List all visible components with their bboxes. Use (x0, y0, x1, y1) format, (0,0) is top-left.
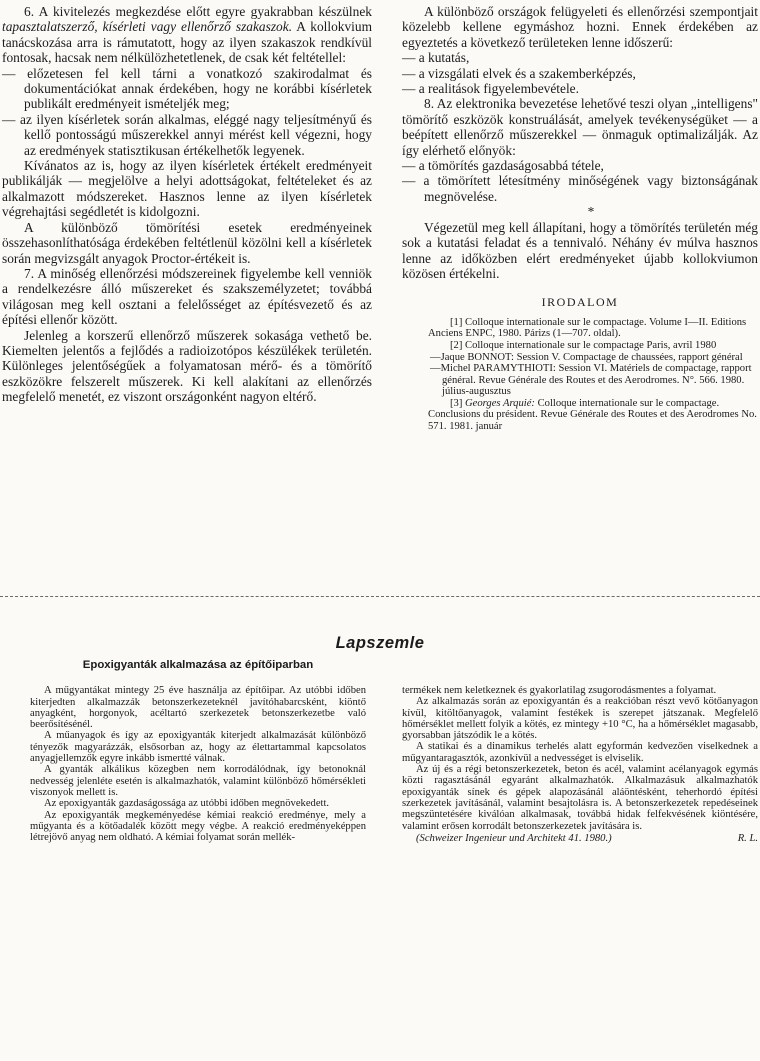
review-right-column (402, 685, 758, 844)
paragraph-8: 8. Az elektronika bevezetése lehetővé teszi olyan „intelligens" tömörítő eszközök konstruálását, amelyek tevékenységüket — a beépített ellenőrző műszerekkel — önmaguk optimalizálják. Az így elérhető előnyök: (402, 96, 758, 158)
section-divider (0, 596, 760, 597)
paragraph: Az epoxigyanták gazdaságossága az utóbbi időben megnövekedett. (44, 798, 330, 810)
dash-item: — az ilyen kísérletek során alkalmas, eléggé nagy teljesítményű és kellő pontosságú műszerekkel annyi mérést kell végezni, hogy az eredmények statisztikusan értékelhetők legyenek. (2, 111, 372, 158)
reference-item: [3] Georges Arquié: Colloque internationale sur le compactage. Conclusions du président. Revue Générale des Routes et des Aerodromes No. 571. 1981. január (428, 397, 757, 433)
paragraph: Az epoxigyanták megkeményedése kémiai reakció eredménye, mely a műgyanta és a kötőadalék között megy végbe. A reakció eredményeképpen létrejövő anyag nem oldható. A kémiai folyamat során mellék- (30, 809, 366, 844)
paragraph: A különböző tömörítési esetek eredményeinek összehasonlíthatósága érdekében feltétlenül közölni kell a kísérletek során megvizsgált anyagok Proctor-értékeit is. (2, 219, 372, 266)
paragraph: termékek nem keletkeznek és gyakorlatilag zsugorodásmentes a folyamat. (402, 685, 717, 696)
source-citation: (Schweizer Ingenieur und Architekt 41. 1980.) (416, 832, 612, 844)
author-initials: R. L. (737, 832, 758, 844)
paragraph: A műanyagok és így az epoxigyanták kiterjedt alkalmazását különböző tényezők magyarázzák, elsősorban az, hogy az élettartammal kapcsolatos anyagjellemzők egyre inkább ismertté válnak. (30, 730, 366, 765)
reference-subitem: —Michel PARAMYTHIOTI: Session VI. Matériels de compactage, rapport général. Revue Générale des Routes et des Aerodromes. N°. 566. 1980. július-augusztus (430, 363, 752, 398)
paragraph-7: 7. A minőség ellenőrzési módszereinek figyelembe kell venniök a rendelkezésre álló műszereket és szakszemélyzetet; továbbá világosan meg kell osztani a felelősséget az építésvezető és az építési ellenőr között. (2, 265, 372, 328)
dash-item: — előzetesen fel kell tárni a vonatkozó szakirodalmat és dokumentációkat annak érdekében, hogy ne korábbi kísérletek publikált eredményeit ismételjék meg; (2, 65, 372, 112)
reference-item: [1] Colloque internationale sur le compactage. Volume I—II. Editions Anciens ENPC, 1980. Párizs (1—707. oldal). (428, 316, 747, 340)
dash-item: — a tömörítés gazdaságosabbá tétele, (402, 158, 604, 174)
paragraph-6: 6. A kivitelezés megkezdése előtt egyre gyakrabban készülnek tapasztalatszerző, kísérleti vagy ellenőrző szakaszok. A kollokvium tanácskozása arra is rámutatott, hogy az ilyen szakaszok rendkívül fontosak, hacsak nem nélkülözhetetlenek, de csak két feltétellel: (2, 4, 372, 66)
section-separator-star: * (587, 204, 595, 220)
reference-text: [2] Colloque internationale sur le compactage Paris, avril 1980 (450, 339, 717, 351)
reference-subitem: —Jaque BONNOT: Session V. Compactage de chaussées, rapport général (430, 351, 743, 363)
references-heading: IRODALOM (541, 295, 619, 310)
dash-item: — a kutatás, (402, 50, 470, 66)
section-title: Lapszemle (335, 634, 425, 652)
closing-paragraph: Végezetül meg kell állapítani, hogy a tömörítés területén még sok a kutatási feladat és a tennivaló. Néhány év múlva hasznos lenne az időközben elért eredményeket újabb kollokviumon közösen értékelni. (402, 219, 758, 281)
dash-item: — a vizsgálati elvek és a szakemberképzés, (402, 65, 636, 81)
references-list (402, 317, 758, 433)
paragraph: Jelenleg a korszerű ellenőrző műszerek sokasága vethető be. Kiemelten jelentős a fejlődés a radioizotópos készülékek területén. Különleges jelentőségűek a folyamatosan mérő- és a tömörítő eszközökre felszerelt műszerek. Ki kell alakítani az ellenőrzés megfelelő menetét, ez viszont országonként nagyon eltérő. (2, 327, 372, 405)
left-text-column (2, 4, 372, 405)
paragraph: Az új és a régi betonszerkezetek, beton és acél, valamint acélanyagok egymás közti ragasztásánál egyaránt alkalmazhatók. Alkalmazásuk alkalmazhatók epoxigyanták sínek és gépek alapozásánál aláöntésként, teherhordó építési szerkezetek javításánál, valamint besajtolásra is. A betonszerkezetek repedéseinek megszüntetésére kiválóan alkalmasak, továbbá hidak felfekvésének kiöntésére, valamint erősen korrodált betonszerkezetek javítására is. (402, 764, 758, 832)
dash-item: — a tömörített létesítmény minőségének vagy biztonságának megnövelése. (402, 173, 758, 204)
paragraph: Kívánatos az is, hogy az ilyen kísérletek értékelt eredményeit publikálják — megjelölve a helyi adottságokat, feltételeket és az alkalmazott módszereket. Hasznos lenne az ilyen kísérletek végrehajtási segédletét is kidolgozni. (2, 158, 372, 220)
dash-item: — a realitások figyelembevétele. (402, 81, 579, 97)
review-left-column (30, 660, 366, 843)
article-title: Epoxigyanták alkalmazása az építőiparban (82, 659, 314, 671)
right-text-column (402, 4, 758, 433)
source-line (402, 833, 758, 844)
paragraph: A különböző országok felügyeleti és ellenőrzési szempontjait közelebb kellene egymáshoz hozni. Ennek érdekében az egyeztetés a következő területeken lenne időszerű: (402, 4, 758, 50)
paragraph: A műgyantákat mintegy 25 éve használja az építőipar. Az utóbbi időben kiterjedten alkalmazzák betonszerkezeteknél javítóhabarcsként, kiöntő anyagként, horgonyok, acéltartó szerkezetek betonszerkezetbe való beerősítésénél. (30, 685, 366, 731)
reference-item (402, 340, 758, 398)
paragraph: A gyanták alkálikus közegben nem korrodálódnak, így betonoknál nedvesség jelenléte esetén is alkalmazhatók, valamint különböző hőmérsékleti viszonyok mellett is. (30, 764, 366, 798)
paragraph: Az alkalmazás során az epoxigyantán és a reakcióban részt vevő kötőanyagon kívül, kitöltőanyagok, valamint festékek is szerepet játszanak. Megfelelő hőmérséklet mellett folyik a kötés, ez mintegy +10 °C, ha a hőmérséklet magasabb, gyorsabban játszódik le a kötés. (402, 696, 758, 742)
paragraph: A statikai és a dinamikus terhelés alatt egyformán kedvezően viselkednek a műgyantaragasztók, azonkívül a nedvességet is elviselik. (402, 741, 758, 764)
